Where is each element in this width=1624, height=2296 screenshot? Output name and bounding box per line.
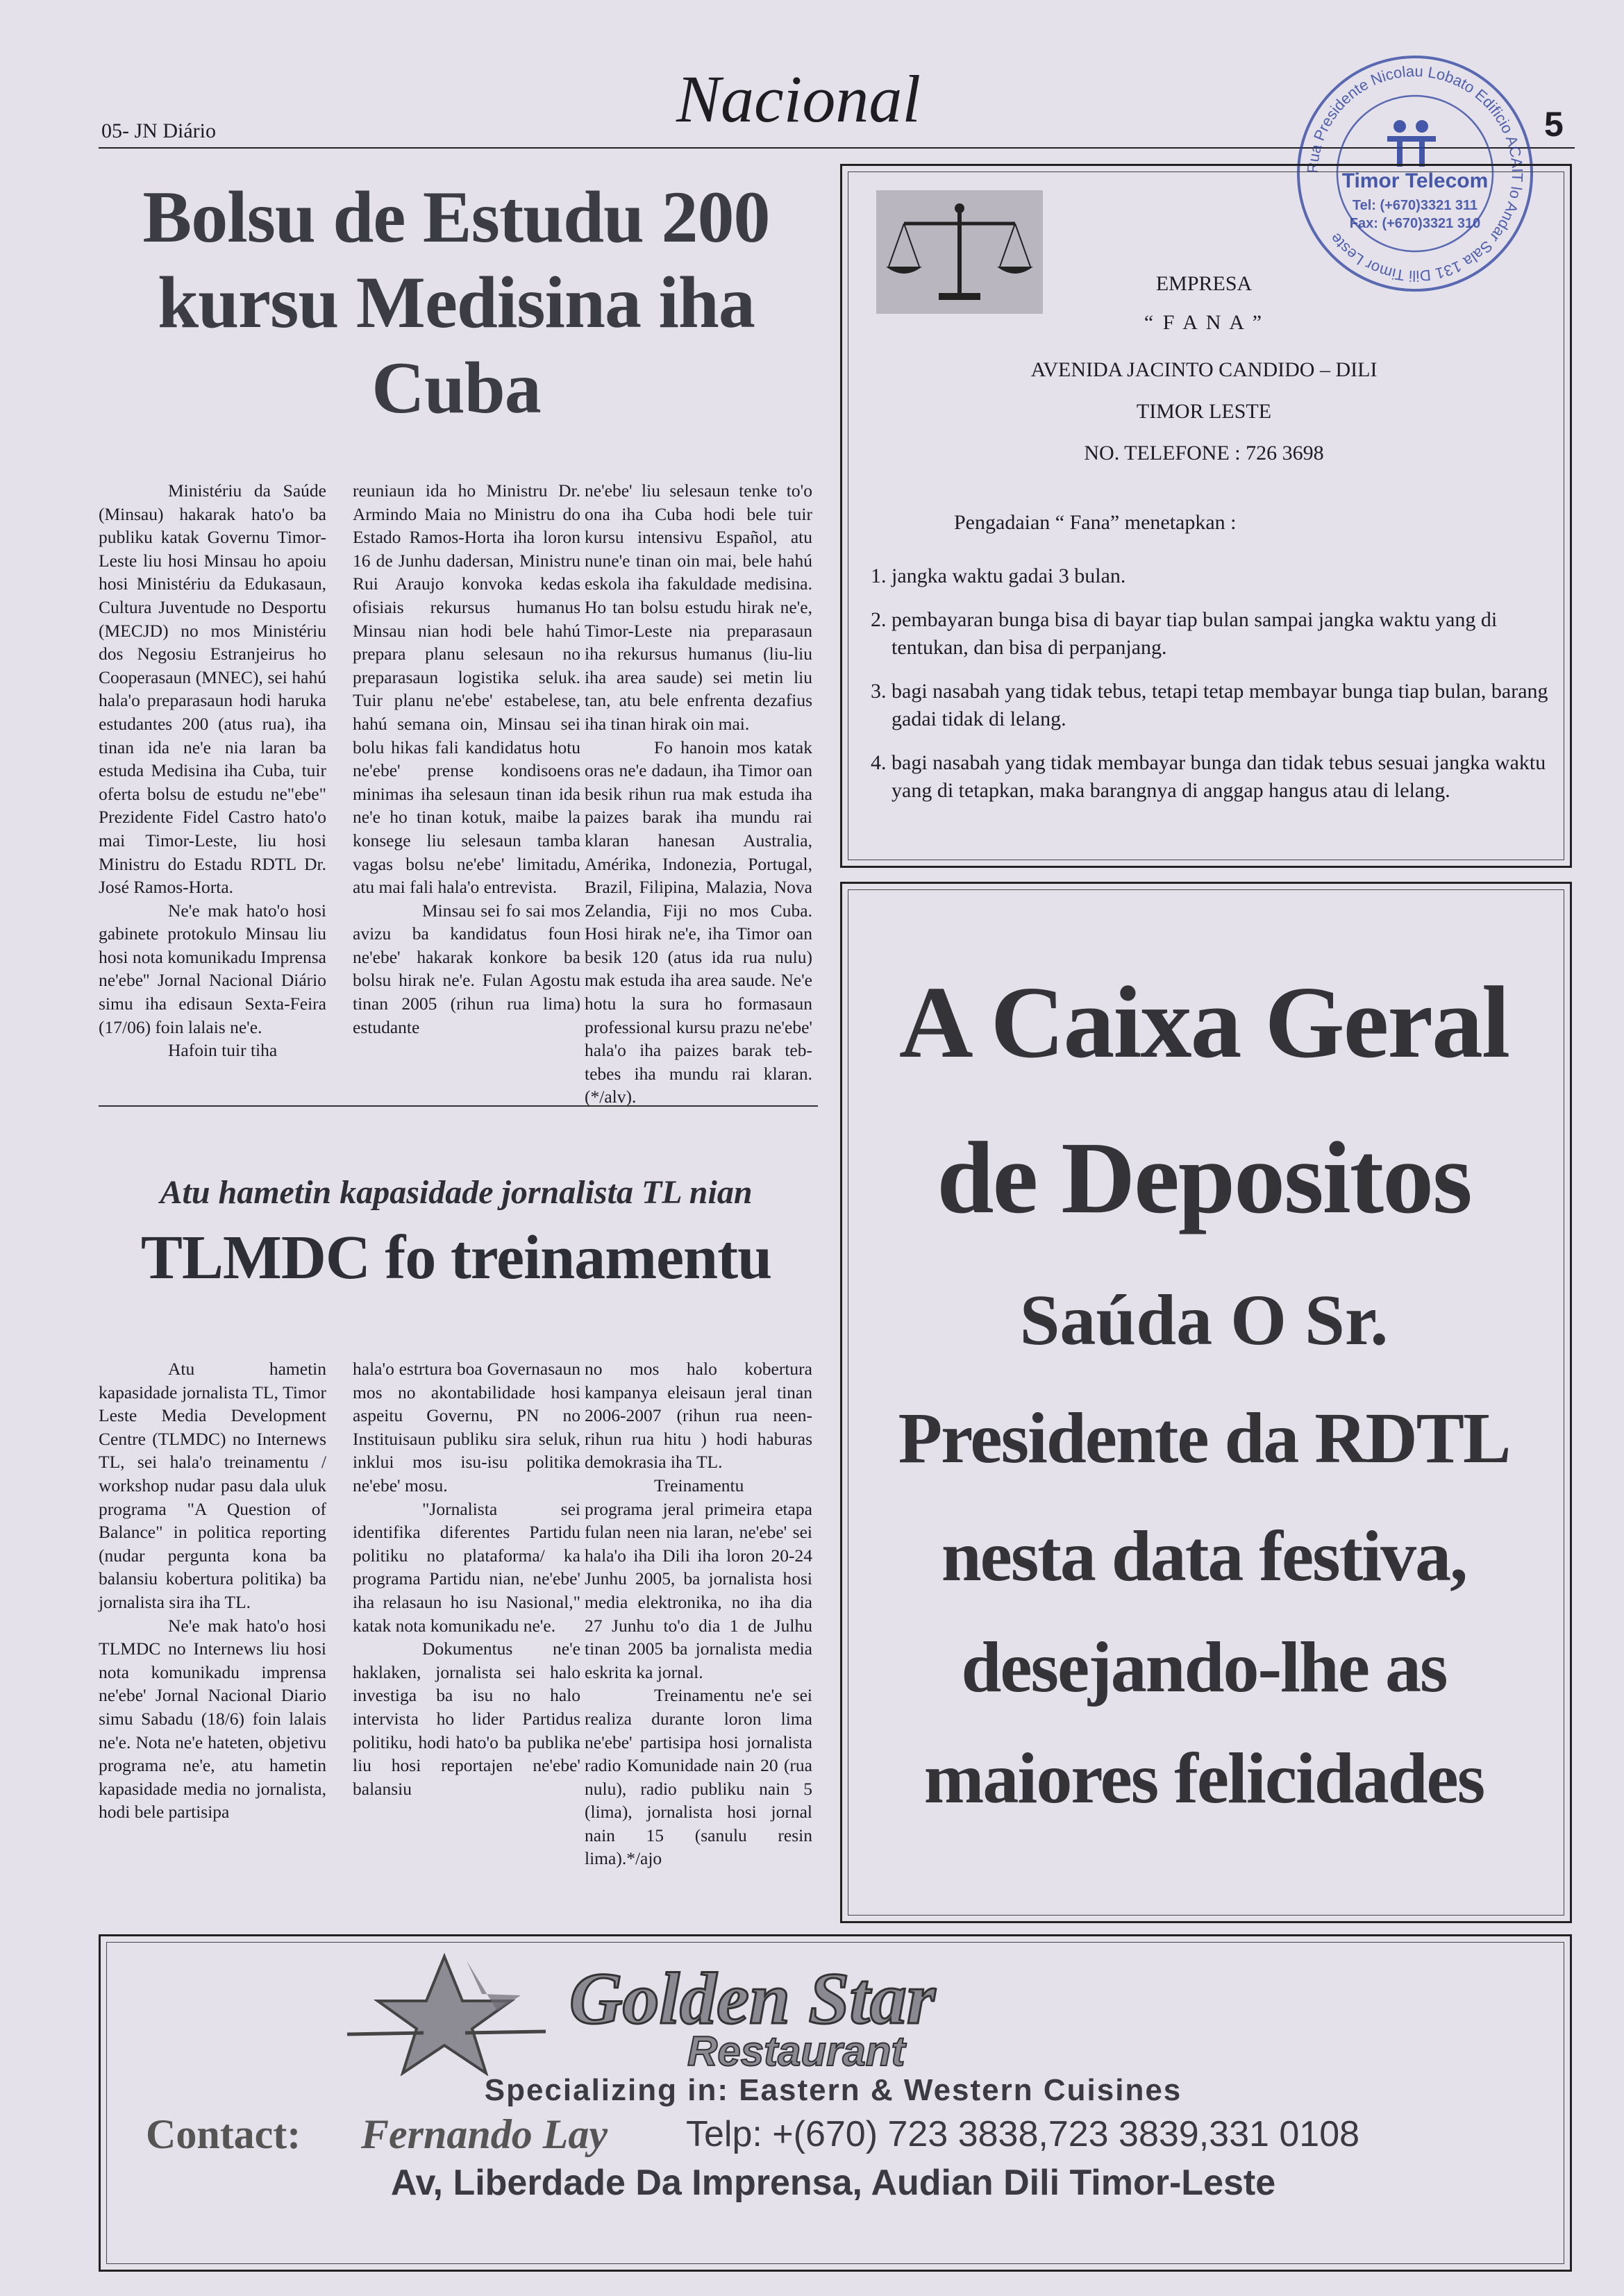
paragraph: Ne'e mak hato'o hosi TLMDC no Internews liu hosi nota komunikadu imprensa ne'ebe' Jornal Nacional Diario simu Sabadu (18/6) foin lalais ne'e. Nota ne'e hateten, objetivu programa ne'e, atu hametin kapasidade media no jornalista, hodi bele partisipa (99, 1615, 326, 1822)
paragraph: Treinamentu programa jeral primeira etapa fulan neen nia laran, ne'ebe' sei hala'o iha Dili iha loron 20-24 Junhu 2005, ba jornalista hosi media elektronika, no iha dia 27 Junhu to'o dia 1 de Julhu tinan 2005 ba jornalista media eskrita ka jornal. (585, 1475, 812, 1682)
fana-term: 1. jangka waktu gadai 3 bulan. (891, 562, 1559, 590)
paragraph: "Jornalista sei identifika diferentes Partidu politiku no plataforma/ ka programa Partidu nian, ne'ebe' iha relasaun ho isu Nasional," katak nota komunikadu ne'e. (353, 1498, 580, 1636)
cgd-line-6: desejando-lhe as (961, 1627, 1447, 1707)
article-separator (99, 1105, 818, 1107)
stamp-brand: Timor Telecom (1341, 169, 1489, 192)
timor-telecom-logo-icon (1387, 120, 1436, 167)
cgd-line-2: de Depositos (937, 1121, 1471, 1235)
fana-term: 4. bagi nasabah yang tidak membayar bunga dan tidak tebus sesuai jangka waktu yang di tetapkan, maka barangnya di anggap hangus atau di lelang. (891, 749, 1559, 805)
golden-star-contact-name: Fernando Lay (361, 2111, 608, 2157)
paragraph: Minsau sei fo sai mos avizu ba kandidatus foun ne'ebe' hakarak konkore ba bolsu hirak ne'e. Fulan Agostu tinan 2005 (rihun rua lima) estudante (353, 900, 580, 1037)
golden-star-specialty: Specializing in: Eastern & Western Cuisines (484, 2073, 1182, 2107)
page-number: 5 (1544, 105, 1564, 144)
golden-star-address: Av, Liberdade Da Imprensa, Audian Dili Timor-Leste (390, 2163, 1276, 2203)
paragraph: Treinamentu ne'e sei realiza durante loron lima ne'ebe' partisipa hosi jornalista radio Komunidade nain 20 (rua nulu), radio publiku nain 5 (lima), jornalista hosi jornal nain 15 (sanulu resin lima).*/ajo (585, 1685, 812, 1869)
paragraph: ne'ebe' liu selesaun tenke to'o ona iha Cuba hodi bele tuir kursu intensivu Español, atu nune'e tinan oin mai, bele hahú eskola iha fakuldade medisina. Ho tan bolsu estudu hirak ne'e, Timor-Leste nia preparasaun iha rekursus humanus (liu-liu iha area saude) sei metin liu tan, atu bele enfrenta dezafius iha tinan hirak oin mai. (585, 480, 812, 734)
paragraph: Atu hametin kapasidade jornalista TL, Timor Leste Media Development Centre (TLMDC) no Internews TL, sei hala'o treinamentu / workshop nudar pasu dala uluk programa "A Question of Balance" in politica reporting (nudar pergunta kona ba balansiu kobertura politika) ba jornalista sira iha TL. (99, 1359, 326, 1612)
golden-star-phones: Telp: +(670) 723 3838,723 3839,331 0108 (686, 2114, 1360, 2154)
article2-kicker: Atu hametin kapasidade jornalista TL nian (160, 1174, 753, 1211)
cgd-line-7: maiores felicidades (923, 1738, 1484, 1818)
article1-headline (99, 175, 814, 431)
paragraph: hala'o estrtura boa Governasaun mos no akontabilidade hosi aspeitu Governu, PN no Instituisaun publiku sira seluk, inklui mos isu-isu politika ne'ebe' mosu. (353, 1359, 580, 1495)
paragraph: Fo hanoin mos katak oras ne'e dadaun, iha Timor oan besik rihun rua mak estuda iha paizes barak iha mundu rai klaran hanesan Australia, Amérika, Indonezia, Portugal, Brazil, Filipina, Malazia, Nova Zelandia, Fiji no mos Cuba. Hosi hirak ne'e, iha Timor oan besik 120 (atus ida rua nulu) mak estuda iha area saude. Ne'e hotu la sura ho formasaun professional kursu prazu ne'ebe' hala'o iha paizes barak teb-tebes iha mundu rai klaran.(*/alv). (585, 737, 812, 1107)
fana-address: AVENIDA JACINTO CANDIDO – DILI (1030, 358, 1378, 381)
fana-term: 3. bagi nasabah yang tidak tebus, tetapi tetap membayar bunga tiap bulan, barang gadai tidak di lelang. (891, 678, 1559, 733)
cgd-line-5: nesta data festiva, (941, 1516, 1467, 1596)
cgd-line-4: Presidente da RDTL (898, 1398, 1510, 1478)
section-title: Nacional (676, 62, 921, 136)
fana-phone: NO. TELEFONE : 726 3698 (1084, 442, 1324, 464)
article1-column-2 (353, 479, 580, 1039)
fana-company-label: EMPRESA (1155, 272, 1253, 295)
headline-line: Cuba (371, 346, 541, 428)
paragraph: reuniaun ida ho Ministru Dr. Armindo Maia no Ministru do Estado Ramos-Horta iha loron 16 de Junhu dadersan, Ministru Rui Araujo konvoka kedas ofisiais rekursus humanus Minsau nian hodi bele hahú prepara planu selesaun no preparasaun logistika seluk. Tuir planu ne'ebe' estabelese, hahú semana oin, Minsau sei bolu hikas fali kandidatus hotu ne'ebe' prense kondisoens minimas iha selesaun tinan ida ne'e ho tinan kotuk, maibe la konsege liu selesaun tamba vagas bolsu ne'ebe' limitadu, atu mai fali hala'o entrevista. (353, 480, 580, 898)
stamp-tel: Tel: (+670)3321 311 (1352, 198, 1478, 213)
paragraph: Ministériu da Saúde (Minsau) hakarak hato'o ba publiku katak Governu Timor-Leste liu hosi Minsau ho apoiu hosi Ministériu da Edukasaun, Cultura Juventude no Desportu (MECJD) no mos Ministériu dos Negosiu Estranjeirus ho Cooperasaun (MNEC), sei hahú hala'o preparasaun hodi haruka estudantes 200 (atus rua), iha tinan ida ne'e nia laran ba estuda Medisina iha Cuba, tuir oferta bolsu de estudu ne"ebe" Prezidente Fidel Castro hato'o mai Timor-Leste, liu hosi Ministru do Estadu RDTL Dr. José Ramos-Horta. (99, 480, 326, 898)
stamp-fax: Fax: (+670)3321 310 (1349, 216, 1481, 231)
golden-star-contact-label: Contact: (146, 2111, 301, 2157)
fana-term: 2. pembayaran bunga bisa di bayar tiap bulan sampai jangka waktu yang di tentukan, dan bisa di perpanjang. (891, 606, 1559, 662)
paragraph: Ne'e mak hato'o hosi gabinete protokulo Minsau liu hosi nota komunikadu Imprensa ne'ebe'' Jornal Nacional Diário simu iha edisaun Sexta-Feira (17/06) foin lalais ne'e. (99, 900, 326, 1037)
paragraph: Hafoin tuir tiha (168, 1040, 278, 1061)
fana-country: TIMOR LESTE (1136, 400, 1272, 423)
article2-column-2 (353, 1357, 580, 1800)
fana-company-name: “ F A N A ” (1144, 311, 1264, 334)
golden-star-subtitle: Restaurant (687, 2028, 905, 2075)
paragraph: no mos halo kobertura kampanya eleisaun jeral tinan 2006-2007 (rihun rua neen-rihun rua hitu ) hodi haburas demokrasia iha TL. (585, 1359, 812, 1473)
headline-line: Bolsu de Estudu 200 (142, 176, 770, 258)
cgd-line-1: A Caixa Geral (898, 966, 1509, 1080)
star-logo-icon (340, 1951, 549, 2076)
paragraph: Dokumentus ne'e haklaken, jornalista sei halo investiga ba isu no halo intervista ho lider Partidus politiku, hodi hato'o ba publika liu hosi reportajen ne'ebe' balansiu (353, 1639, 580, 1799)
article2-headline: TLMDC fo treinamentu (140, 1223, 772, 1292)
article2-column-3 (585, 1357, 812, 1870)
cgd-line-3: Saúda O Sr. (1019, 1280, 1389, 1360)
stamp-ring-text: Rua Presidente Nicolau Lobato Edificio ACAIT lo Andar Sala 131 Dili Timor Leste (1303, 62, 1527, 285)
fana-terms (858, 562, 1559, 821)
publication-label: 05- JN Diário (101, 119, 216, 142)
article1-column-1 (99, 479, 326, 1062)
fana-intro: Pengadaian “ Fana” menetapkan : (954, 511, 1237, 534)
headline-line: kursu Medisina iha (158, 261, 755, 343)
article1-column-3 (585, 479, 812, 1109)
golden-star-name: Golden Star (569, 1958, 936, 2039)
article2-column-1 (99, 1357, 326, 1824)
